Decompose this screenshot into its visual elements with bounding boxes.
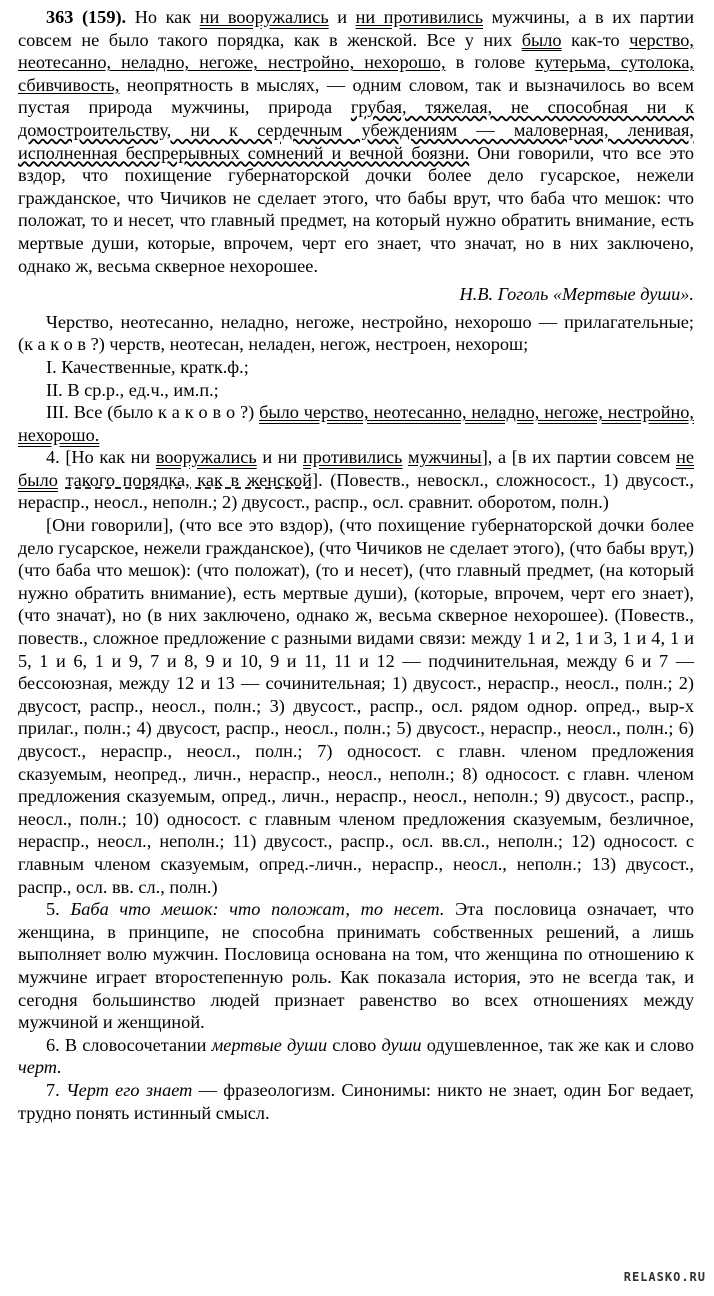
collocation-paragraph [18,1034,694,1079]
italic-word: Черт его знает [66,1079,193,1100]
exercise-paragraph [18,6,694,277]
text-span: Но как [134,7,192,27]
text-span: слово [332,1034,377,1055]
text-span: Они говорили, что все это вздор, что похищение губернаторской дочки более дело гусарское, нежели гражданское, что Чичиков не сделает этого, что бабы врут, что баба что мешок: что положат, то и несет, что главный предмет, на который нужно обратить внимание, есть мертвые души, которые, впрочем, черт его знает, что значат, но в них заключено, однако ж, весьма скверное нехорошее. [18,142,694,276]
text-span: 7. [46,1079,60,1100]
predicate-underlined: ни противились [355,7,484,27]
italic-word: души [381,1034,422,1055]
underlined-words: черство, неотесанно, неладно, негоже, нестройно, нехорошо, [18,29,694,73]
sentence-complex-analysis: [Они говорили], (что все это вздор), (что похищение губернаторской дочки более дело гусарское, нежели гражданское), (что Чичиков не сделает этого), (что бабы врут,) (что баба что мешок): (что положат), (то и несет), (что главный предмет, (на который нужно обратить внимание), есть мертвые души), (которые, впрочем, черт его знает), (что значат), но (в них заключено, однако ж, весьма скверное нехорошее). (Повеств., повеств., сложное предложение с разными видами связи: между 1 и 2, 1 и 3, 1 и 4, 1 и 5, 1 и 6, 1 и 9, 7 и 8, 9 и 10, 9 и 11, 11 и 12 — подчинительная, между 6 и 7 — бессоюзная, между 12 и 13 — сочинительная; 1) двусост., нераспр., неосл., полн.; 2) двусост, распр., неосл., полн.; 3) двусост., распр., осл. рядом однор. опред., выр-х прилаг., полн.; 4) двусост, распр., неосл., полн.; 5) двусост., нераспр., неосл., полн.; 6) двусост., нераспр., неосл., полн.; 7) односост. с главн. членом предложения сказуемым, неопред., личн., нераспр., неосл., неполн.; 8) односост. с главн. членом предложения сказуемым, опред., личн., нераспр., неосл., неполн.; 9) двусост., распр., неосл., полн.; 10) односост. с главным членом предложения сказуемым, безличное, нераспр., неосл., неполн.; 11) двусост., распр., осл. вв.сл., неполн.; 12) односост. с главным членом сказуемым, опред.-личн., нераспр., неосл., неполн.; 13) двусост., распр., осл. вв. сл., полн.) [18,515,694,897]
text-span: мужчины, а в их партии совсем не было такого порядка, как в женской. Все у них [18,7,695,50]
author-citation: Н.В. Гоголь «Мертвые души». [459,284,694,305]
subject-underlined: мужчины [408,447,482,468]
analysis-line-3: II. В ср.р., ед.ч., им.п.; [46,379,219,400]
proverb-paragraph [18,898,694,1034]
italic-word: черт. [18,1057,62,1078]
predicate-underlined: вооружались [155,447,257,468]
text-span: 6. В словосочетании [46,1034,207,1055]
sentence-4-analysis [18,446,694,514]
text-span: как-то [571,29,620,50]
text-span: неопрятность в мыслях, — одним словом, так и вызначилось во всем пустая природа мужчины, природа [18,74,694,118]
predicate-underlined: не было [18,447,694,490]
italic-quote: Баба что мешок: что положат, то несет. [70,899,445,920]
predicate-underlined: ни вооружались [199,7,329,27]
document-text [18,6,694,1124]
predicate-underlined: было черство, неотесанно, неладно, негоже, нестройно, нехорошо. [18,402,694,445]
analysis-line-4 [18,401,694,446]
text-span: 4. [Но как ни [46,447,151,468]
text-span: ], а [в их партии совсем [481,447,671,468]
dashed-underlined-words: такого порядка, как в женской [65,469,312,490]
italic-word: мертвые души [211,1034,328,1055]
text-span: в голове [455,52,526,73]
text-span: ]. (Повеств., невоскл., сложносост., 1) двусост., нераспр., неосл., неполн.; 2) двусост., распр., осл. сравнит. оборотом, полн.) [18,469,694,513]
text-span: III. Все (было к а к о в о ?) [46,402,255,423]
text-span: одушевленное, так же как и слово [426,1034,695,1055]
text-span: 5. [46,899,60,920]
text-span: Эта пословица означает, что женщина, в принципе, не способна принимать собственных решений, а лишь выполняет волю мужчин. Пословица основана на том, что женщина по отношению к мужчине играет второстепенную роль. Как показала история, это не всегда так, и сегодня большинство людей признает равенство во всех отношениях между мужчиной и женщиной. [18,899,694,1033]
text-span: и [337,7,348,27]
exercise-number: 363 (159). [46,7,127,27]
underlined-words: кутерьма, сутолока, сбивчивость, [18,52,695,95]
site-watermark: RELASKO.RU [623,1270,706,1284]
text-span: — фразеологизм. Синонимы: никто не знает, один Бог ведает, трудно понять истинный смысл. [18,1079,694,1123]
text-span: и ни [262,447,298,468]
predicate-underlined: противились [303,447,403,468]
wavy-underlined-words: грубая, тяжелая, не способная ни к домостроительству, ни к сердечным убеждениям — маловерная, ленивая, исполненная беспрерывных сомнений и вечной боязни. [18,97,695,163]
analysis-paragraph-1: Черство, неотесанно, неладно, негоже, нестройно, нехорошо — прилагательные; (к а к о в ?) черств, неотесан, неладен, негож, нестроен, нехорош; [18,311,694,355]
predicate-underlined: было [521,29,562,50]
analysis-line-2: I. Качественные, кратк.ф.; [46,356,249,377]
phraseologism-paragraph [18,1079,694,1124]
